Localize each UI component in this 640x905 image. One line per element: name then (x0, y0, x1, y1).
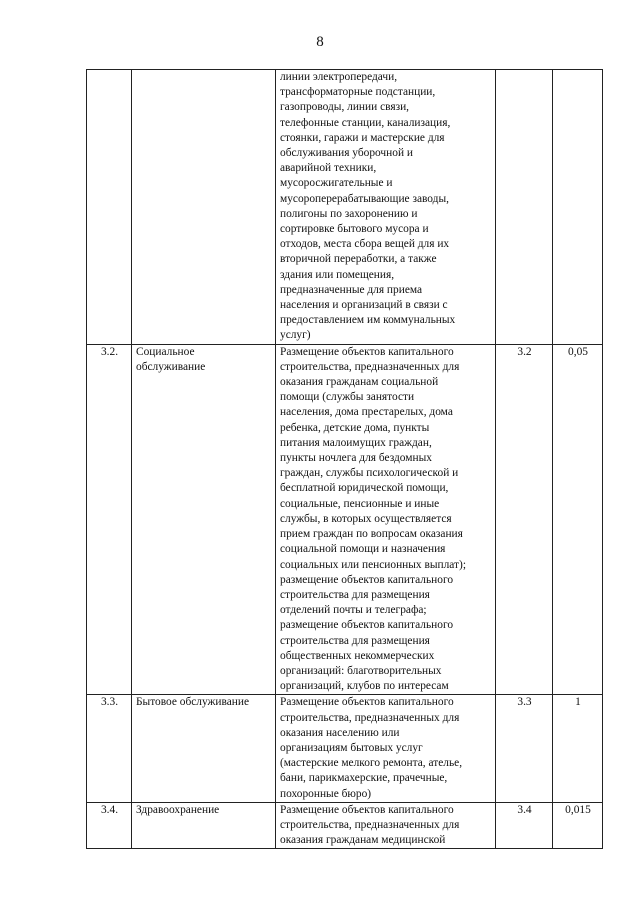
row-name-text: Социальное обслуживание (136, 345, 206, 373)
row-value-cell: 0,05 (553, 344, 603, 695)
land-use-table (86, 69, 603, 849)
row-code-cell: 3.4 (496, 802, 553, 849)
row-description-cell (276, 70, 496, 345)
row-code-cell (496, 70, 553, 345)
row-number-cell: 3.4. (87, 802, 132, 849)
row-description-cell (276, 695, 496, 802)
row-number-cell: 3.3. (87, 695, 132, 802)
row-description-text: Размещение объектов капитального строительства, предназначенных для оказания населению или организациям бытовых услуг (мастерские мелкого ремонта, ателье, бани, парикмахерские, прачечные, похоронные бюро) (280, 696, 463, 800)
row-number-cell: 3.2. (87, 344, 132, 695)
row-value-cell: 1 (553, 695, 603, 802)
row-number-cell (87, 70, 132, 345)
row-name-cell (132, 802, 276, 849)
row-name-cell (132, 344, 276, 695)
table-row (87, 695, 603, 802)
row-code-cell: 3.2 (496, 344, 553, 695)
row-name-cell (132, 70, 276, 345)
page-number: 8 (316, 34, 324, 50)
row-description-text: Размещение объектов капитального строительства, предназначенных для оказания гражданам социальной помощи (службы занятости населения, дома престарелых, дома ребенка, детские дома, пункты питания малоимущих граждан, пункты ночлега для бездомных граждан, службы психологической и бесплатной юридической помощи, социальные, пенсионные и иные службы, в которых осуществляется прием граждан по вопросам оказания социальной помощи и назначения социальных или пенсионных выплат); размещение объектов капитального строительства для размещения отделений почты и телеграфа; размещение объектов капитального строительства для размещения общественных некоммерческих организаций: благотворительных организаций, клубов по интересам (280, 345, 466, 693)
row-name-text: Здравоохранение (136, 803, 220, 816)
row-description-cell (276, 802, 496, 849)
row-description-text: Размещение объектов капитального строительства, предназначенных для оказания гражданам медицинской (280, 803, 460, 847)
row-name-cell (132, 695, 276, 802)
row-name-text: Бытовое обслуживание (136, 696, 250, 709)
table-row (87, 802, 603, 849)
table-row (87, 70, 603, 345)
row-description-text: линии электропередачи, трансформаторные подстанции, газопроводы, линии связи, телефонные станции, канализация, стоянки, гаражи и мастерские для обслуживания уборочной и аварийной техники, мусоросжигательные и мусороперерабатывающие заводы, полигоны по захоронению и сортировке бытового мусора и отходов, места сбора вещей для их вторичной переработки, а также здания или помещения, предназначенные для приема населения и организаций в связи с предоставлением им коммунальных услуг) (280, 71, 456, 342)
row-value-cell (553, 70, 603, 345)
table-row (87, 344, 603, 695)
row-code-cell: 3.3 (496, 695, 553, 802)
row-description-cell (276, 344, 496, 695)
row-value-cell: 0,015 (553, 802, 603, 849)
